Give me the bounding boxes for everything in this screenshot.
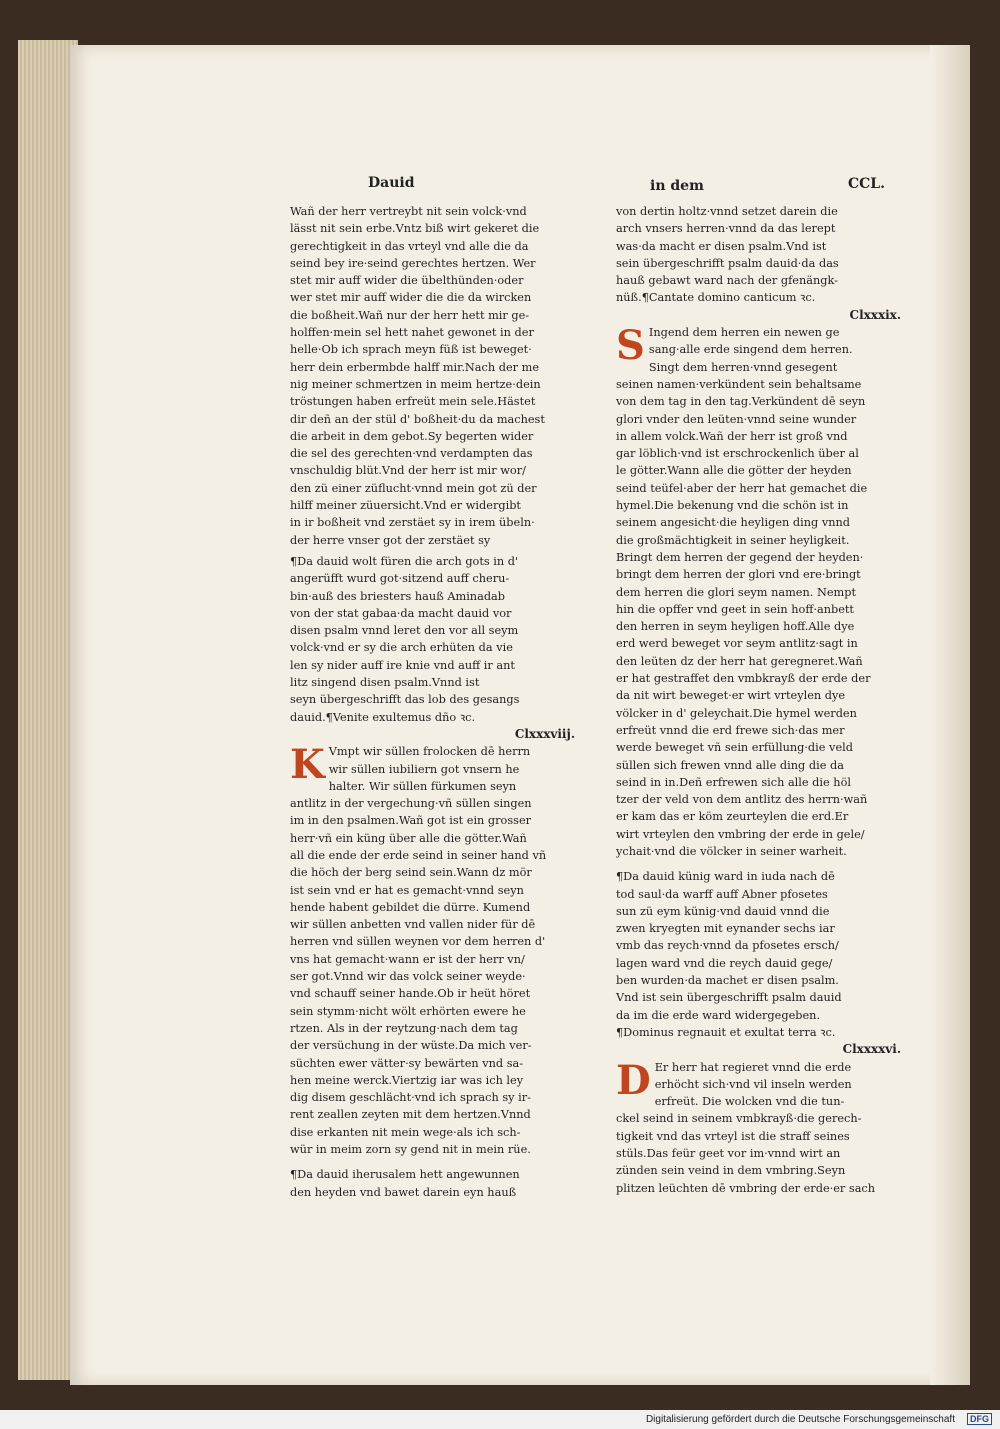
text-line: werde beweget vñ sein erfüllung·die veld (616, 741, 853, 755)
psalm-block-2 (616, 324, 901, 860)
text-line: plitzen leüchten dē vmbring der erde·er sach (616, 1181, 876, 1195)
text-line: len sy nider auff ire knie vnd auff ir ant (290, 658, 515, 672)
text-line: Vmpt wir süllen frolocken dē herrn (328, 745, 531, 759)
dfg-logo: DFG (967, 1413, 992, 1425)
text-line: Vnd ist sein übergeschrifft psalm dauid (616, 991, 842, 1005)
text-line: hauß gebawt ward nach der gfenängk- (616, 274, 838, 288)
text-line: seinen namen·verkündent sein behaltsame (616, 377, 862, 391)
text-line: der versüchung in der wüste.Da mich ver- (290, 1039, 532, 1053)
text-line: sun zü eym künig·vnd dauid vnnd die (616, 904, 830, 918)
text-line: herr dein erbermbde halff mir.Nach der me (290, 360, 540, 374)
text-line: wir süllen anbetten vnd vallen nider für dē (290, 918, 536, 932)
footer-bar (0, 1410, 1000, 1429)
text-line: nüß.¶Cantate domino canticum ꝛc. (616, 291, 816, 305)
text-line: hilff meiner züuersicht.Vnd er widergibt (290, 499, 521, 513)
text-line: vnd schauff seiner hande.Ob ir heüt höret (290, 987, 531, 1001)
footer-credit: Digitalisierung gefördert durch die Deutsche Forschungsgemeinschaft (645, 1414, 955, 1425)
text-block-right-top (616, 203, 901, 307)
text-line: wir süllen iubiliern got vnsern he (328, 762, 520, 776)
text-line: von dertin holtz·vnnd setzet darein die (616, 205, 838, 218)
text-line: lagen ward vnd die reych dauid gege/ (616, 956, 833, 970)
text-line: all die ende der erde seind in seiner hand vñ (290, 848, 547, 862)
text-line: seinem angesicht·die heyligen ding vnnd (616, 516, 851, 530)
rubric-block-3 (616, 868, 901, 1041)
text-line: vns hat gemacht·wann er ist der herr vn/ (290, 952, 525, 966)
text-line: stet mir auff wider die übelthünden·oder (290, 274, 524, 288)
text-line: dir deñ an der stül d' boßheit·du da machest (290, 412, 545, 426)
text-line: vnschuldig blüt.Vnd der herr ist mir wor/ (290, 464, 526, 478)
text-line: ¶Dominus regnauit et exultat terra ꝛc. (616, 1025, 836, 1039)
initial-letter-1: K (290, 741, 325, 789)
text-line: dauid.¶Venite exultemus dño ꝛc. (290, 710, 476, 724)
text-line: hen meine werck.Viertzig iar was ich ley (290, 1073, 524, 1087)
text-line: da nit wirt beweget·er wirt vrteylen dye (616, 689, 846, 703)
text-line: Wañ der herr vertreybt nit sein volck·vnd (290, 205, 527, 218)
text-line: die höch der berg seind sein.Wann dz mör (290, 866, 532, 880)
text-line: von der stat gabaa·da macht dauid vor (290, 606, 512, 620)
text-line: zwen kryegten mit eynander sechs iar (616, 922, 835, 936)
text-line: wür in meim zorn sy gend nit in mein rüe. (290, 1143, 531, 1157)
page-edges (18, 40, 78, 1380)
text-block-left-top (290, 203, 575, 549)
text-line: herren vnd süllen weynen vor dem herren d' (290, 935, 546, 949)
left-column (290, 203, 575, 1201)
text-line: sein stymm·nicht wölt erhörten ewere he (290, 1004, 526, 1018)
text-line: der herre vnser got der zerstäet sy (290, 533, 491, 547)
text-line: angerüfft wurd got·sitzend auff cheru- (290, 572, 510, 586)
text-line: die sel des gerechten·vnd verdampten das (290, 447, 533, 461)
text-line: volck·vnd er sy die arch erhüten da vie (290, 641, 513, 655)
psalm-number-2: Clxxxix. (849, 307, 901, 322)
text-line: bin·auß des briesters hauß Aminadab (290, 589, 506, 603)
text-line: erfreüt vnnd die erd frewe sich·das mer (616, 723, 845, 737)
text-line: rtzen. Als in der reytzung·nach dem tag (290, 1021, 518, 1035)
rubric-block-2 (290, 1166, 575, 1201)
text-line: seind teüfel·aber der herr hat gemachet die (616, 481, 868, 495)
text-line: da im die erde ward widergegeben. (616, 1008, 821, 1022)
initial-letter-3: D (616, 1056, 651, 1104)
text-line: erd werd beweget vor seym antlitz·sagt in (616, 637, 858, 651)
text-line: halter. Wir süllen fürkumen seyn (328, 779, 517, 793)
text-line: sein übergeschrifft psalm dauid·da das (616, 256, 839, 270)
text-line: Er herr hat regieret vnnd die erde (654, 1060, 852, 1074)
text-line: Ingend dem herren ein newen ge (648, 326, 840, 340)
text-line: was·da macht er disen psalm.Vnd ist (616, 239, 827, 253)
running-head-left: Dauid (368, 175, 415, 191)
text-line: in ir boßheit vnd zerstäet sy in irem übeln· (290, 516, 535, 530)
text-line: ben wurden·da machet er disen psalm. (616, 974, 839, 988)
text-line: sang·alle erde singend dem herren. (648, 343, 853, 357)
text-line: bringt dem herren der glori vnd ere·bringt (616, 568, 861, 582)
text-line: Bringt dem herren der gegend der heyden· (616, 550, 864, 564)
text-line: tzer der veld von dem antlitz des herrn·wañ (616, 793, 868, 807)
text-line: den herren in seym heyligen hoff.Alle dye (616, 620, 855, 634)
right-column (616, 203, 901, 1197)
text-line: holffen·mein sel hett nahet gewonet in der (290, 326, 534, 340)
text-line: seind bey ire·seind gerechtes hertzen. Wer (290, 256, 536, 270)
running-head-right: in dem (650, 178, 704, 194)
text-line: hymel.Die bekenung vnd die schön ist in (616, 499, 849, 513)
text-line: ¶Da dauid künig ward in iuda nach dē (616, 870, 835, 884)
psalm-block-1 (290, 743, 575, 1158)
text-line: süllen sich frewen vnnd alle ding die da (616, 758, 844, 772)
text-line: herr·vñ ein küng über alle die götter.Wañ (290, 831, 527, 845)
text-line: den zü einer züflucht·vnnd mein got zü der (290, 481, 537, 495)
psalm-number-1: Clxxxviij. (514, 726, 575, 741)
text-line: rent zeallen zeyten mit dem hertzen.Vnnd (290, 1108, 531, 1122)
text-line: zünden sein veind in dem vmbring.Seyn (616, 1164, 846, 1178)
text-line: seyn übergeschrifft das lob des gesangs (290, 693, 520, 707)
text-line: wer stet mir auff wider die die da wircken (290, 291, 532, 305)
text-line: litz singend disen psalm.Vnnd ist (290, 676, 480, 690)
text-line: arch vnsers herren·vnnd da das lerept (616, 222, 836, 236)
text-line: süchten ewer vätter·sy bewärten vnd sa- (290, 1056, 524, 1070)
text-line: ser got.Vnnd wir das volck seiner weyde· (290, 970, 526, 984)
text-line: den heyden vnd bawet darein eyn hauß (290, 1185, 517, 1199)
text-line: hin die opffer vnd geet in sein hoff·anbett (616, 602, 854, 616)
rubric-block-1 (290, 553, 575, 726)
text-line: ¶Da dauid iherusalem hett angewunnen (290, 1168, 520, 1182)
text-line: die arbeit in dem gebot.Sy begerten wider (290, 429, 534, 443)
text-line: in allem volck.Wañ der herr ist groß vnd (616, 429, 848, 443)
text-line: seind in in.Deñ erfrewen sich alle die höl (616, 775, 851, 789)
text-line: dise erkanten nit mein wege·als ich sch- (290, 1125, 521, 1139)
text-line: stüls.Das feür geet vor im·vnnd wirt an (616, 1147, 841, 1161)
page-gutter (930, 45, 970, 1385)
text-line: dig disem geschlächt·vnd ich sprach sy ir- (290, 1091, 531, 1105)
text-line: vmb das reych·vnnd da pfosetes ersch/ (616, 939, 839, 953)
text-line: erfreüt. Die wolcken vnd die tun- (654, 1095, 845, 1109)
text-line: ¶Da dauid wolt füren die arch gots in d' (290, 554, 519, 568)
text-line: ychait·vnd die völcker in seiner warheit. (616, 844, 847, 858)
text-line: von dem tag in den tag.Verkündent dē seyn (616, 395, 866, 409)
text-line: wirt vrteylen den vmbring der erde in gele/ (616, 827, 865, 841)
folio-number: CCL. (848, 176, 886, 192)
text-line: völcker in d' geleychait.Die hymel werden (616, 706, 857, 720)
text-line: le götter.Wann alle die götter der heyden (616, 464, 852, 478)
text-line: tigkeit vnd das vrteyl ist die straff seines (616, 1129, 850, 1143)
text-line: ist sein vnd er hat es gemacht·vnnd seyn (290, 883, 524, 897)
text-line: hende habent gebildet die dürre. Kumend (290, 900, 531, 914)
text-line: die boßheit.Wañ nur der herr hett mir ge- (290, 308, 530, 322)
text-line: erhöcht sich·vnd vil inseln werden (654, 1077, 852, 1091)
psalm-block-3 (616, 1056, 901, 1197)
text-line: lässt nit sein erbe.Vntz biß wirt gekeret die (290, 222, 540, 236)
text-line: gar löblich·vnd ist erschrockenlich über al (616, 447, 859, 461)
text-line: ckel seind in seinem vmbkrayß·die gerech- (616, 1112, 862, 1126)
text-line: glori vnder den leüten·vnnd seine wunder (616, 412, 857, 426)
text-line: helle·Ob ich sprach meyn füß ist beweget· (290, 343, 532, 357)
text-line: gerechtigkeit in das vrteyl vnd alle die da (290, 239, 529, 253)
text-line: dem herren die glori seym namen. Nempt (616, 585, 856, 599)
text-line: er kam das er köm zeurteylen die erd.Er (616, 810, 849, 824)
text-line: disen psalm vnnd leret den vor all seym (290, 624, 519, 638)
text-line: den leüten dz der herr hat geregneret.Wañ (616, 654, 863, 668)
psalm-number-3: Clxxxxvi. (842, 1042, 901, 1057)
text-line: die großmächtigkeit in seiner heyligkeit. (616, 533, 850, 547)
text-line: antlitz in der vergechung·vñ süllen singen (290, 797, 532, 811)
text-line: Singt dem herren·vnnd gesegent (648, 360, 838, 374)
text-line: tod saul·da warff auff Abner pfosetes (616, 887, 828, 901)
initial-letter-2: S (616, 322, 645, 370)
text-line: tröstungen haben erfreüt mein sele.Hästet (290, 395, 536, 409)
text-line: nig meiner schmertzen in meim hertze·dein (290, 377, 541, 391)
text-line: im in den psalmen.Wañ got ist ein grosser (290, 814, 532, 828)
text-line: er hat gestraffet den vmbkrayß der erde der (616, 672, 871, 686)
